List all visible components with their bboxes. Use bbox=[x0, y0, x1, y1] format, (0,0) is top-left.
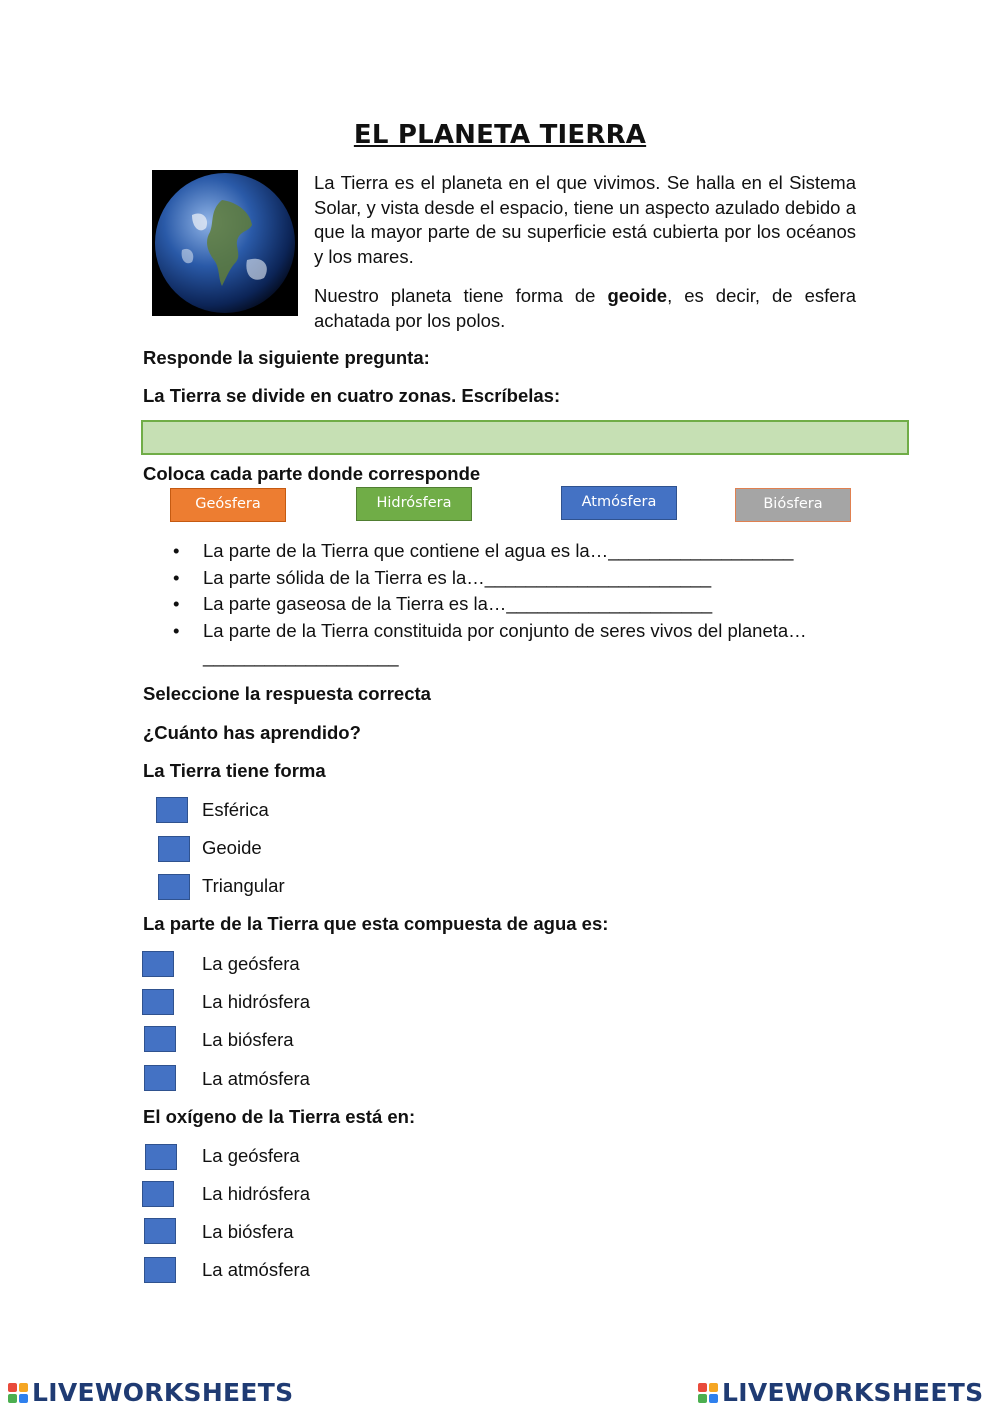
select-subheading: ¿Cuánto has aprendido? bbox=[143, 722, 361, 743]
intro-p2-text: Nuestro planeta tiene forma de bbox=[314, 285, 608, 306]
q1-prompt: La Tierra se divide en cuatro zonas. Escríbelas: bbox=[143, 385, 561, 406]
page-title: EL PLANETA TIERRA bbox=[353, 120, 647, 150]
footer-logo-right[interactable] bbox=[698, 1378, 983, 1407]
mc3-question: El oxígeno de la Tierra está en: bbox=[143, 1106, 416, 1127]
mc2-option-1-label: La geósfera bbox=[202, 953, 300, 974]
chip-geosfera[interactable]: Geósfera bbox=[170, 488, 286, 522]
intro-p2-bold: geoide bbox=[607, 285, 668, 306]
mc1-option-1-label: Esférica bbox=[202, 799, 269, 820]
list-item[interactable]: • La parte sólida de la Tierra es la…______________________ bbox=[143, 565, 883, 592]
mc1-option-2-label: Geoide bbox=[202, 837, 262, 858]
mc1-option-1-checkbox[interactable] bbox=[156, 797, 188, 823]
footer-logo-left[interactable] bbox=[8, 1378, 293, 1407]
mc1-option-2-checkbox[interactable] bbox=[158, 836, 190, 862]
liveworksheets-logo-icon bbox=[698, 1383, 718, 1403]
mc1-option-3-label: Triangular bbox=[202, 875, 285, 896]
intro-paragraph-2 bbox=[314, 284, 856, 333]
footer-brand-right: LIVEWORKSHEETS bbox=[722, 1378, 984, 1407]
mc3-option-4-label: La atmósfera bbox=[202, 1259, 310, 1280]
intro-paragraph-1: La Tierra es el planeta en el que vivimos. Se halla en el Sistema Solar, y vista desde el espacio, tiene un aspecto azulado debido a que la mayor parte de su superficie está cubierta por los océanos y los mares. bbox=[314, 172, 856, 267]
drag-items-list bbox=[143, 538, 883, 671]
mc2-option-4-label: La atmósfera bbox=[202, 1068, 310, 1089]
chip-atmosfera[interactable]: Atmósfera bbox=[561, 486, 677, 520]
intro-p2-tail: , es decir, de esfera achatada por los polos. bbox=[314, 285, 856, 331]
mc3-option-1-label: La geósfera bbox=[202, 1145, 300, 1166]
drag-heading: Coloca cada parte donde corresponde bbox=[143, 463, 481, 484]
chip-biosfera[interactable]: Biósfera bbox=[735, 488, 851, 522]
mc3-option-1-checkbox[interactable] bbox=[145, 1144, 177, 1170]
chip-hidrosfera[interactable]: Hidrósfera bbox=[356, 487, 472, 521]
mc2-option-4-checkbox[interactable] bbox=[144, 1065, 176, 1091]
zones-answer-input[interactable] bbox=[141, 420, 909, 455]
mc3-option-4-checkbox[interactable] bbox=[144, 1257, 176, 1283]
mc2-option-2-checkbox[interactable] bbox=[142, 989, 174, 1015]
footer-brand-left: LIVEWORKSHEETS bbox=[32, 1378, 294, 1407]
mc2-option-3-label: La biósfera bbox=[202, 1029, 294, 1050]
earth-globe-icon bbox=[152, 170, 298, 316]
list-item[interactable]: • La parte gaseosa de la Tierra es la…____________________ bbox=[143, 591, 883, 618]
mc3-option-3-checkbox[interactable] bbox=[144, 1218, 176, 1244]
mc1-option-3-checkbox[interactable] bbox=[158, 874, 190, 900]
mc3-option-3-label: La biósfera bbox=[202, 1221, 294, 1242]
mc2-option-2-label: La hidrósfera bbox=[202, 991, 310, 1012]
mc2-option-1-checkbox[interactable] bbox=[142, 951, 174, 977]
q1-heading: Responde la siguiente pregunta: bbox=[143, 347, 430, 368]
mc1-question: La Tierra tiene forma bbox=[143, 760, 326, 781]
mc3-option-2-label: La hidrósfera bbox=[202, 1183, 310, 1204]
earth-image bbox=[152, 170, 298, 316]
mc2-question: La parte de la Tierra que esta compuesta de agua es: bbox=[143, 913, 609, 934]
liveworksheets-logo-icon bbox=[8, 1383, 28, 1403]
mc2-option-3-checkbox[interactable] bbox=[144, 1026, 176, 1052]
mc3-option-2-checkbox[interactable] bbox=[142, 1181, 174, 1207]
list-item[interactable]: • La parte de la Tierra constituida por conjunto de seres vivos del planeta… ___________________ bbox=[143, 618, 828, 671]
list-item[interactable]: • La parte de la Tierra que contiene el agua es la…__________________ bbox=[143, 538, 883, 565]
select-heading: Seleccione la respuesta correcta bbox=[143, 683, 431, 704]
